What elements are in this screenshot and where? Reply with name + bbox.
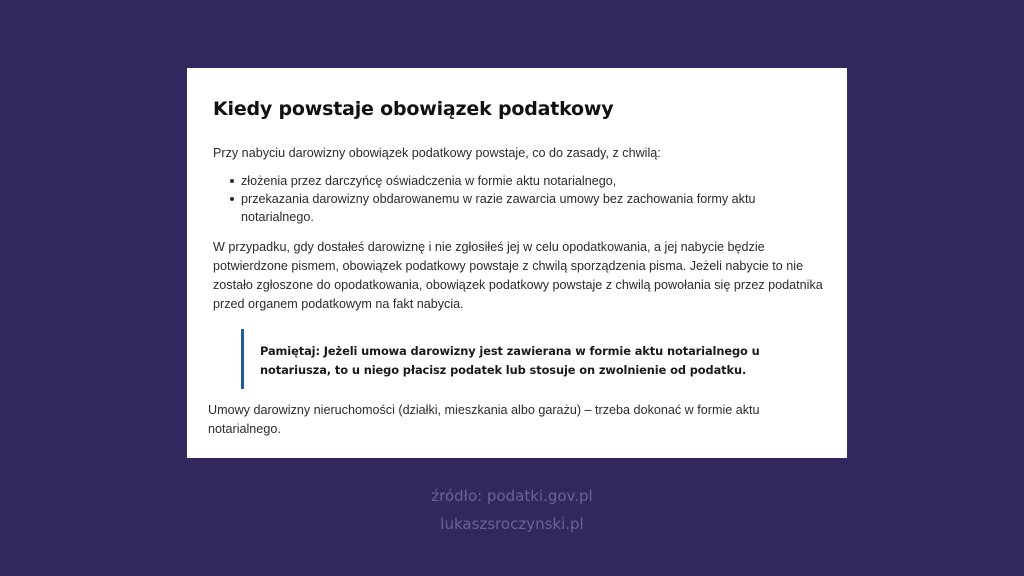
intro-text: Przy nabyciu darowizny obowiązek podatkowy powstaje, co do zasady, z chwilą: [213, 146, 661, 160]
bullet-icon [230, 179, 234, 183]
article-card [187, 68, 847, 458]
body-paragraph: W przypadku, gdy dostałeś darowiznę i nie zgłosiłeś jej w celu opodatkowania, a jej nabycie będzie potwierdzone pismem, obowiązek podatkowy powstaje z chwilą sporządzenia pisma. Jeżeli nabycie to nie zostało zgłoszone do opodatkowania, obowiązek podatkowy powstaje z chwilą powołania się przez podatnika przed organem podatkowym na fakt nabycia. [213, 240, 823, 311]
article-title: Kiedy powstaje obowiązek podatkowy [213, 98, 614, 120]
list-item-text: przekazania darowizny obdarowanemu w razie zawarcia umowy bez zachowania formy aktu notarialnego. [241, 192, 756, 224]
reminder-text: Pamiętaj: Jeżeli umowa darowizny jest zawierana w formie aktu notarialnego u notariusza, to u niego płacisz podatek lub stosuje on zwolnienie od podatku. [260, 344, 760, 377]
list-item-text: złożenia przez darczyńcę oświadczenia w formie aktu notarialnego, [241, 174, 617, 188]
site-caption: lukaszsroczynski.pl [440, 515, 584, 533]
list-item [213, 190, 793, 226]
bullet-list [213, 172, 793, 226]
bullet-icon [230, 197, 234, 201]
final-paragraph: Umowy darowizny nieruchomości (działki, mieszkania albo garażu) – trzeba dokonać w formie aktu notarialnego. [208, 403, 760, 436]
reminder-callout [241, 329, 801, 389]
list-item [213, 172, 793, 190]
source-caption: źródło: podatki.gov.pl [431, 487, 593, 505]
